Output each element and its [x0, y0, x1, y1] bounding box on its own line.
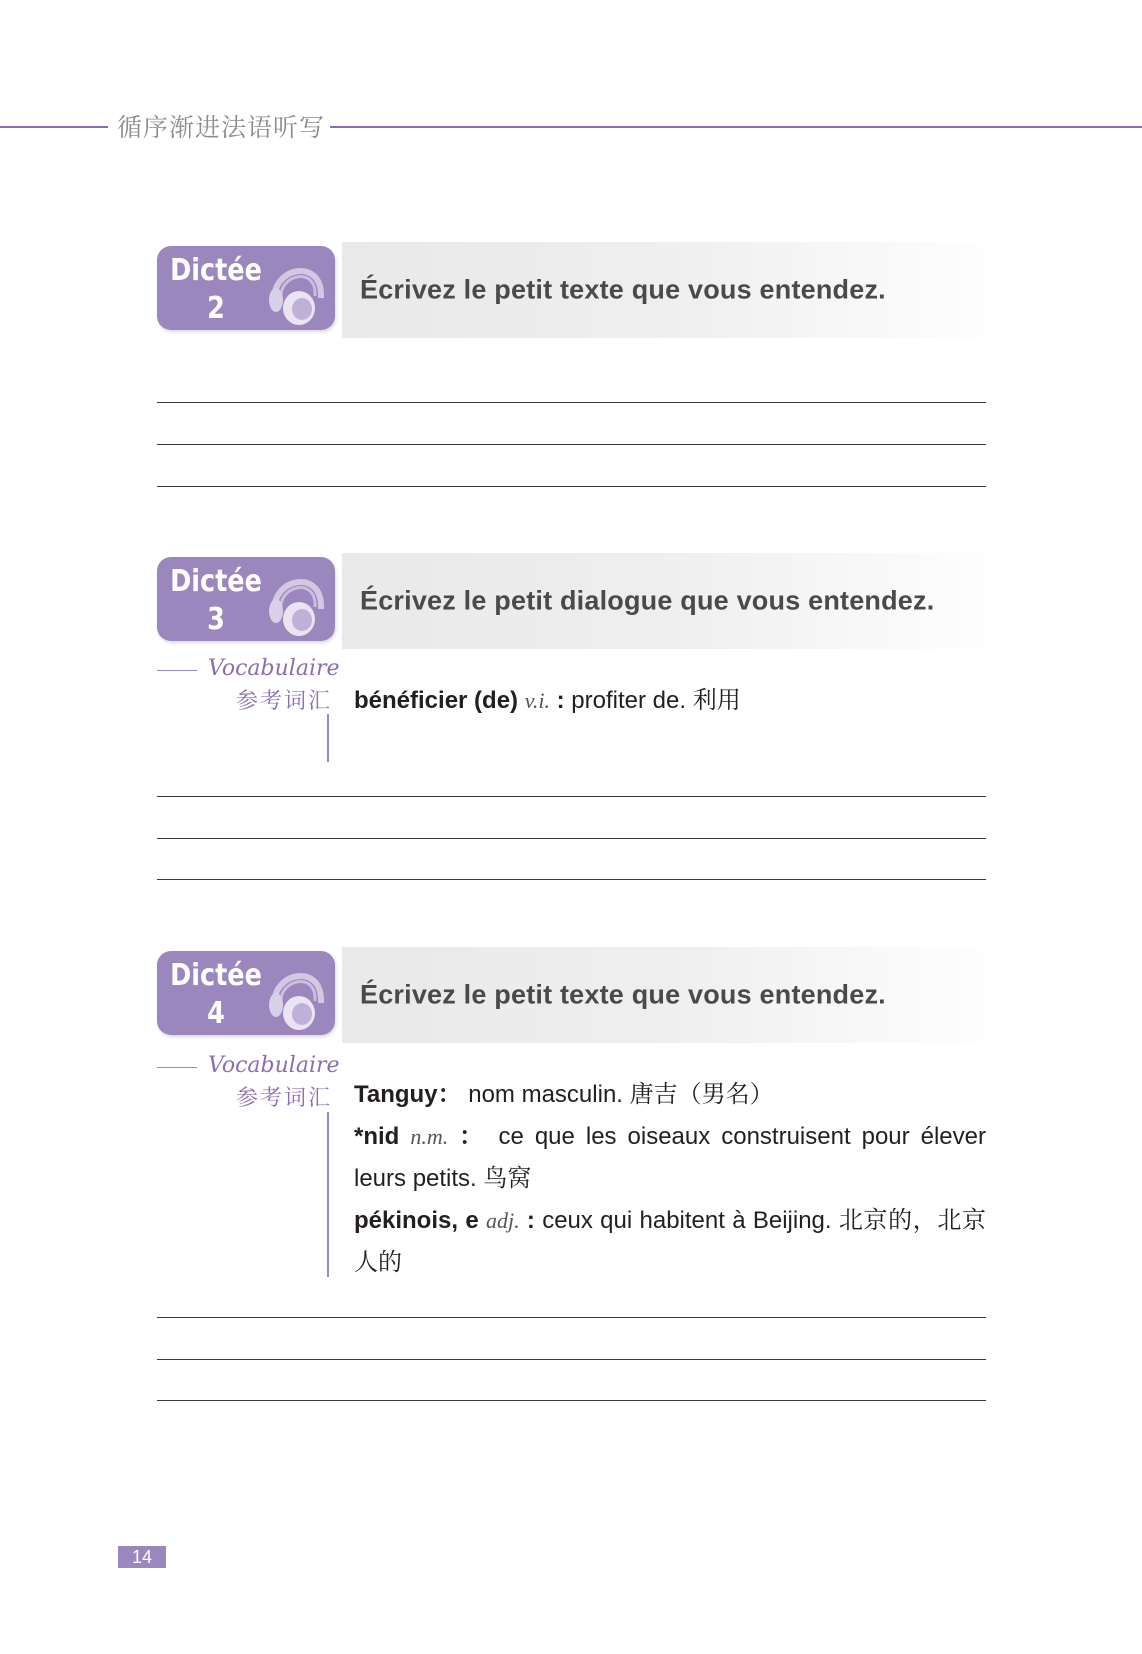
vocab-divider	[327, 1112, 329, 1277]
dictee-badge-2	[157, 246, 335, 330]
vocab-sep: ：	[448, 1123, 499, 1150]
vocab-sep: ：	[437, 1081, 462, 1108]
answer-line[interactable]	[157, 402, 986, 403]
badge-word: Dictée	[170, 958, 262, 993]
vocab-label-fr: Vocabulaire	[208, 1053, 340, 1078]
vocab-entry	[354, 1074, 986, 1116]
headphones-icon	[265, 953, 329, 1033]
answer-line[interactable]	[157, 444, 986, 445]
answer-line[interactable]	[157, 1317, 986, 1318]
vocab-term: *nid	[354, 1123, 400, 1150]
badge-number: 3	[207, 602, 225, 637]
vocab-abbr: adj.	[485, 1208, 520, 1233]
vocab-def: ce que les oiseaux construisent pour élever leurs petits. 鸟窝	[354, 1123, 986, 1192]
answer-line[interactable]	[157, 1359, 986, 1360]
vocab-def: nom masculin. 唐吉（男名）	[468, 1081, 774, 1108]
badge-number: 4	[207, 996, 225, 1031]
vocab-divider	[327, 714, 329, 762]
badge-word: Dictée	[170, 253, 262, 288]
vocab-term: Tanguy	[354, 1081, 438, 1108]
badge-number: 2	[207, 291, 225, 326]
answer-line[interactable]	[157, 879, 986, 880]
answer-line[interactable]	[157, 1400, 986, 1401]
instruction-banner-2	[342, 242, 1012, 338]
vocab-def: ceux qui habitent à Beijing. 北京的，北京人的	[354, 1207, 987, 1276]
vocab-abbr: v.i.	[524, 688, 550, 713]
answer-line[interactable]	[157, 486, 986, 487]
vocab-dash	[157, 1067, 197, 1068]
answer-line[interactable]	[157, 838, 986, 839]
headphones-icon	[265, 559, 329, 639]
vocab-label-zh: 参考词汇	[235, 1086, 332, 1111]
instruction-banner-4	[342, 947, 1012, 1043]
badge-word: Dictée	[170, 564, 262, 599]
header-rule-right	[330, 126, 1142, 128]
headphones-icon	[265, 248, 329, 328]
vocab-def: profiter de. 利用	[571, 687, 741, 714]
vocab-sep: :	[549, 687, 572, 714]
vocab-label-fr: Vocabulaire	[208, 656, 340, 681]
book-title: 循序渐进法语听写	[117, 113, 326, 142]
instruction-text: Écrivez le petit texte que vous entendez.	[360, 979, 886, 1010]
vocab-entry	[354, 1200, 986, 1284]
instruction-text: Écrivez le petit texte que vous entendez.	[360, 274, 886, 305]
vocab-entry	[354, 680, 986, 722]
vocab-label-zh: 参考词汇	[235, 689, 332, 714]
vocab-term: pékinois, e	[354, 1207, 479, 1234]
vocab-abbr: n.m.	[410, 1124, 449, 1149]
vocab-sep: :	[519, 1207, 543, 1234]
instruction-text: Écrivez le petit dialogue que vous entendez.	[360, 585, 935, 616]
answer-line[interactable]	[157, 796, 986, 797]
dictee-badge-4	[157, 951, 335, 1035]
vocab-dash	[157, 670, 197, 671]
vocab-term: bénéficier (de)	[354, 687, 519, 714]
header-rule-left	[0, 126, 108, 128]
vocab-entry	[354, 1116, 986, 1200]
page-number: 14	[118, 1546, 166, 1568]
instruction-banner-3	[342, 553, 1012, 649]
dictee-badge-3	[157, 557, 335, 641]
